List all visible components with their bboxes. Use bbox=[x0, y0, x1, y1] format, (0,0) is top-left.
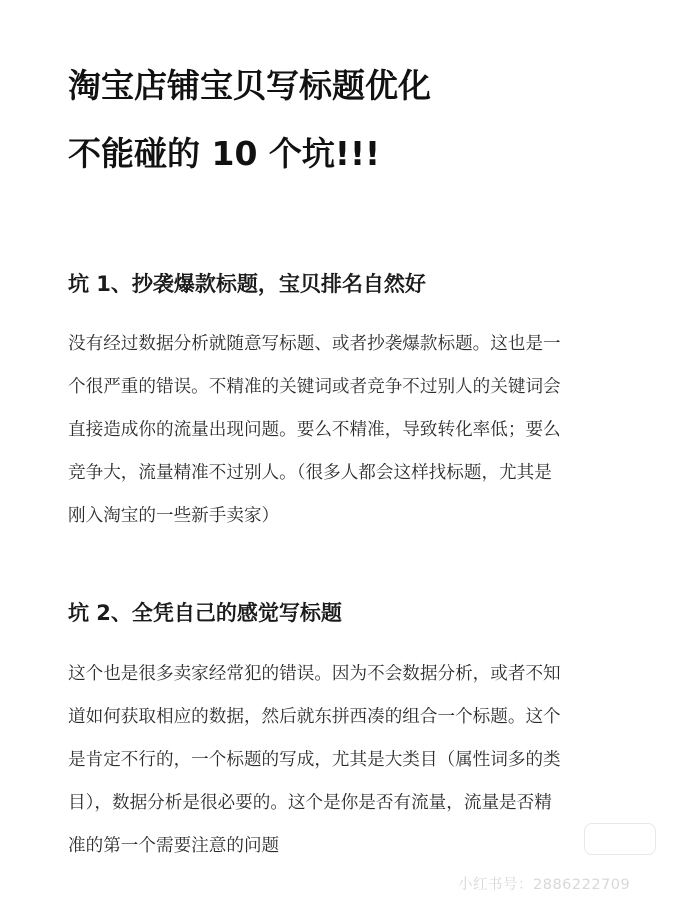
paragraph-line: 个很严重的错误。不精准的关键词或者竞争不过别人的关键词会 bbox=[68, 377, 561, 397]
paragraph-line: 目），数据分析是很必要的。这个是你是否有流量，流量是否精 bbox=[68, 793, 552, 813]
page-title-line-2: 不能碰的 10 个坑!!! bbox=[68, 134, 381, 173]
paragraph-line: 没有经过数据分析就随意写标题、或者抄袭爆款标题。这也是一 bbox=[68, 334, 561, 354]
paragraph-line: 道如何获取相应的数据，然后就东拼西凑的组合一个标题。这个 bbox=[68, 707, 561, 727]
watermark-logo-icon bbox=[584, 823, 656, 855]
paragraph-line: 准的第一个需要注意的问题 bbox=[68, 836, 280, 856]
section-2-heading: 坑 2、全凭自己的感觉写标题 bbox=[68, 601, 342, 625]
section-1-heading: 坑 1、抄袭爆款标题，宝贝排名自然好 bbox=[68, 272, 426, 296]
page-title-line-1: 淘宝店铺宝贝写标题优化 bbox=[68, 66, 431, 105]
section-2-paragraph bbox=[68, 660, 628, 875]
watermark-text: 小红书号：2886222709 bbox=[458, 877, 631, 893]
paragraph-line: 竞争大，流量精准不过别人。（很多人都会这样找标题，尤其是 bbox=[68, 463, 552, 483]
section-1-paragraph bbox=[68, 330, 628, 545]
paragraph-line: 直接造成你的流量出现问题。要么不精准，导致转化率低；要么 bbox=[68, 420, 561, 440]
paragraph-line: 是肯定不行的，一个标题的写成，尤其是大类目（属性词多的类 bbox=[68, 750, 561, 770]
paragraph-line: 这个也是很多卖家经常犯的错误。因为不会数据分析，或者不知 bbox=[68, 664, 561, 684]
paragraph-line: 刚入淘宝的一些新手卖家） bbox=[68, 506, 280, 526]
